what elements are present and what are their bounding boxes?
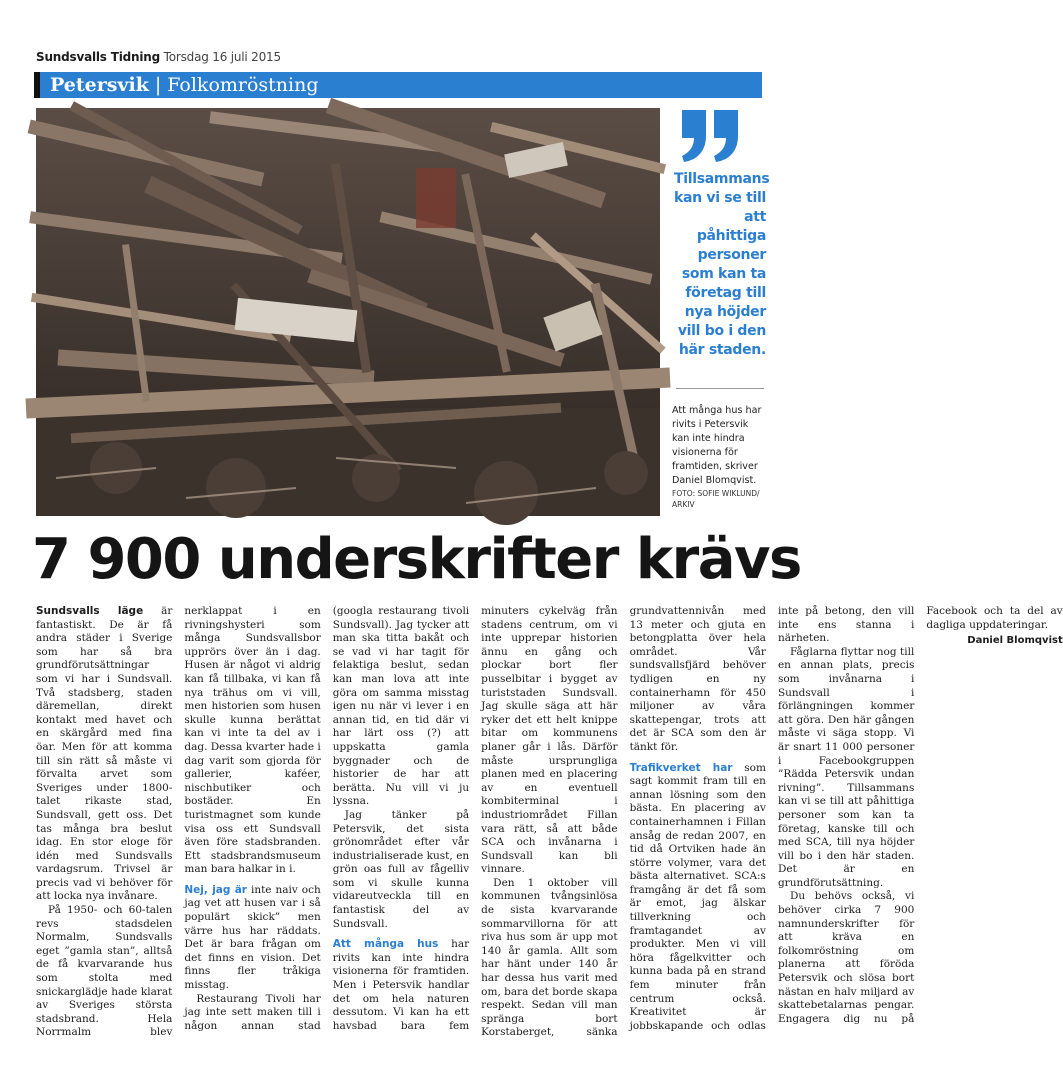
photo-credit: FOTO: SOFIE WIKLUND/ ARKIV xyxy=(672,489,760,509)
paragraph: Att många hus har rivits kan inte hindra visionerna för framtiden. Men i Petersvik handlar det om hela naturen dessutom. Vi kan ha ett havsbad bara fem minuters cykelväg från stadens centrum, om vi inte upprepar historien ännu en gång och plockar bort fler pusselbitar i bygget av turiststaden Sundsvall. Jag skulle säga att här ryker det ett helt knippe bitar om kommunens planer går i lås. Därför måste ursprungliga planen med en placering av en eventuell kombiterminal i industriområdet Fillan vara rätt, så att både SCA och invånarna i Sundsvall kan bli vinnare. xyxy=(332,605,618,1032)
paragraph: Nej, jag är inte naiv och jag vet att husen var i så populärt skick” men värre hus har räddats. Det är bara frågan om det finns en vision. Det finns fler tråkiga misstag. xyxy=(184,883,321,992)
paragraph: Den 1 oktober vill kommunen tvångsinlösa de sista kvarvarande sommarvillorna för att riva hus som är upp mot 140 år gamla. Allt som har hänt under 140 år har dessa hus varit med om, bara det borde skapa respekt. Sedan vill man spränga bort Korstaberget, sänka grundvattennivån med 13 meter och gjuta en betongplatta över hela området. Vår sundsvallsfjärd behöver tydligen en ny containerhamn för 450 miljoner av våra skattepengar, trots att det är SCA som den är tänkt för. xyxy=(481,605,766,1039)
headline: 7 900 underskrifter krävs xyxy=(32,527,801,592)
section-separator: | xyxy=(154,74,162,96)
subhead-lead: Att många hus xyxy=(332,938,439,951)
issue-date: Torsdag 16 juli 2015 xyxy=(163,50,281,64)
paragraph: Sundsvalls läge är fantastiskt. De är få andra städer i Sverige som har så bra grundförutsättningar som vi har i Sundsvall. Två stadsberg, staden däremellan, direkt kontakt med havet och en skärgård med fina öar. Men för att komma till sin rätt så måste vi förvalta arvet som Sveriges under 1800-talet rikaste stad, Sundsvall, gett oss. Det tas många bra beslut idag. En stor eloge för idén med Sundsvalls vardagsrum. Trivsel är precis vad vi behöver för att locka nya invånare. xyxy=(36,605,173,903)
section-title xyxy=(50,74,319,96)
subhead-lead: Trafikverket har xyxy=(629,761,733,774)
section-bar xyxy=(34,72,762,98)
article-body xyxy=(36,605,1063,1045)
section-topic: Folkomröstning xyxy=(167,74,319,96)
byline: Daniel Blomqvist xyxy=(967,635,1063,647)
photo-caption: Att många hus har rivits i Petersvik kan inte hindra visionerna för framtiden, skriver Daniel Blomqvist. xyxy=(672,405,762,486)
article-photo xyxy=(36,108,660,516)
paragraph: Fåglarna flyttar nog till en annan plats, precis som invånarna i Sundsvall i förlängningen kommer att göra. Den här gången måste vi säga stopp. Vi är snart 11 000 personer i Facebookgruppen ”Rädda Petersvik undan rivning”. Tillsammans kan vi se till att påhittiga personer som kan ta företag, kanske till och med SCA, till nya höjder vill bo i den här staden. Det är en grundförutsättning. xyxy=(777,645,915,889)
subhead-lead: Nej, jag är xyxy=(184,883,247,896)
pull-quote: Tillsammans kan vi se till att påhittiga personer som kan ta företag till nya höjder vill bo i den här staden. xyxy=(674,171,770,358)
masthead xyxy=(36,50,281,64)
section-place: Petersvik xyxy=(50,74,149,96)
paragraph: Du behövs också, vi behöver cirka 7 900 namnunderskrifter för att kräva en folkomröstning om planerna att föröda Petersvik och slösa bort nästan en halv miljard av skattebetalarnas pengar. Engagera dig nu på Facebook och ta del av dagliga uppdateringar. xyxy=(777,605,1063,1025)
lead-in: Sundsvalls läge xyxy=(36,605,144,617)
section-mark xyxy=(34,72,40,98)
paragraph: Restaurang Tivoli har jag inte sett maken till i någon annan stad (googla restaurang tivoli Sundsvall). Jag tycker att man ska titta bakåt och se vad vi har tagit för felaktiga beslut, sedan kan man lova att inte göra om samma misstag igen nu när vi lever i en annan tid, en tid där vi har lärt oss (?) att uppskatta gamla byggnader och de historier de har att berätta. Nu vill vi ju lyssna. xyxy=(184,605,470,1032)
paragraph: På 1950- och 60-talen revs stadsdelen Normalm, Sundsvalls eget ”gamla stan”, alltså de få kvarvarande hus som stolta med snickarglädje hade klarat av Sveriges största stadsbrand. Hela Norrmalm blev nerklappat i en rivningshysteri som många Sundsvallsbor upprörs över än i dag. Husen är något vi aldrig kan få tillbaka, vi kan få nya trähus om vi vill, men historien som husen skulle kunna berättat kan vi inte ta del av i dag. Dessa kvarter hade i dag varit som gjorda för gallerier, kaféer, nischbutiker och bostäder. En turistmagnet som kunde visa oss ett Sundsvall även före stadsbranden. Ett stadsbrandsmuseum man bara halkar in i. xyxy=(36,605,321,1039)
newspaper-name: Sundsvalls Tidning xyxy=(36,50,161,64)
paragraph: Trafikverket har som sagt kommit fram till en annan lösning som den bästa. En placering av containerhamnen i Fillan ansåg de redan 2007, en tid då Ortviken hade än större volymer, vara det bästa alternativet. SCA:s framgång är det få som är emot, jag älskar tillverkning och framtagandet av produkter. Men vi vill höra fågelkvitter och kunna bada på en strand fem minuter från centrum också. Kreativitet är jobbskapande och odlas inte på betong, den vill inte ens stanna i närheten. xyxy=(629,605,915,1032)
quote-icon xyxy=(678,110,742,162)
divider xyxy=(676,388,764,389)
demolition-debris-image xyxy=(36,108,660,516)
paragraph: Jag tänker på Petersvik, det sista grönområdet efter vår industrialiserade kust, en grön oas full av fågelliv som vi skulle kunna vidareutveckla till en fantastisk del av Sundsvall. xyxy=(332,808,470,930)
